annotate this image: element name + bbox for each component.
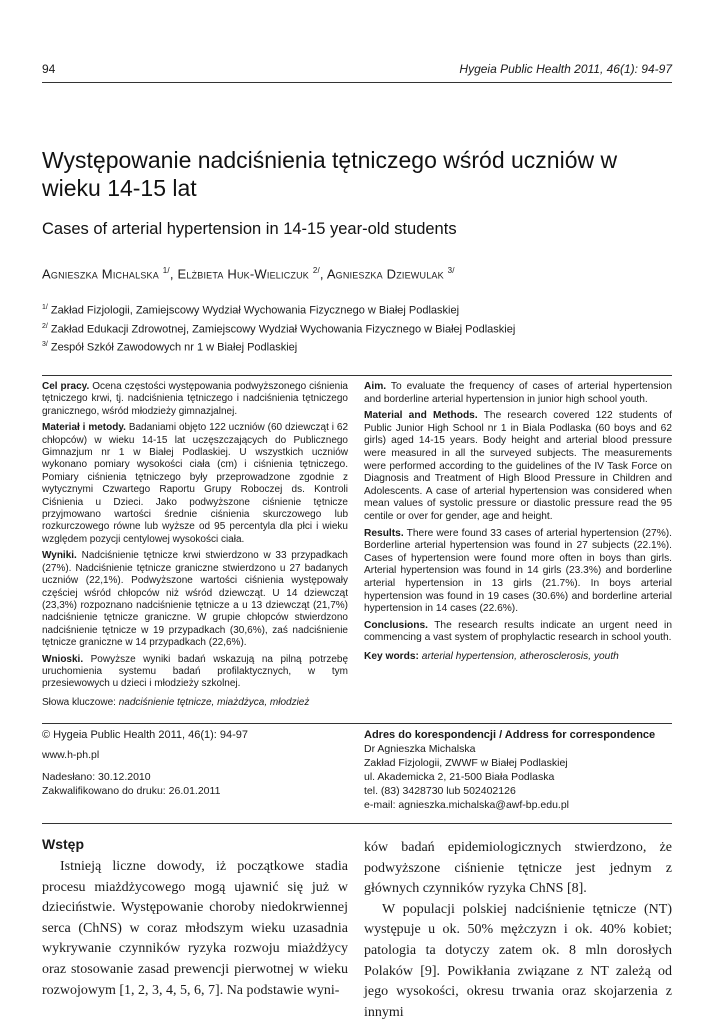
- correspondence-line: Dr Agnieszka Michalska: [364, 743, 476, 755]
- abstract-text: There were found 33 cases of arterial hypertension (27%). Borderline arterial hypertension was found in 27 subjects (22.1%). Cases of hypertension were found more often in boys than girls. Arterial hypertension was found in 14 girls (23.3%) and borderline arterial hypertension in 13 girls (21.7%). In boys arterial hypertension was found in 19 cases (30.6%) and borderline arterial hypertension in 14 cases (22.6%).: [364, 527, 672, 615]
- correspondence-line: tel. (83) 3428730 lub 502402126: [364, 785, 516, 797]
- publication-info: [42, 728, 348, 798]
- abstract-label: Materiał i metody: [42, 422, 124, 434]
- body-paragraph: ków badań epidemiologicznych stwierdzono, że podwyższone ciśnienie tętnicze jest jednym z głównych czynników ryzyka ChNS [8].: [364, 840, 672, 897]
- info-rule-right: [362, 723, 672, 724]
- body-paragraph: Istnieją liczne dowody, iż początkowe stadia procesu miażdżycowego mogą ujawnić się już w dzieciństwie. Występowanie choroby niedokrwiennej serca (ChNS) w coraz młodszym wieku uzasadnia wykrywanie czynników ryzyka rozwoju miażdżycy oraz stosowanie zasad prewencji pierwotnej w wieku rozwojowym [1, 2, 3, 4, 5, 6, 7]. Na podstawie wyni-: [42, 859, 348, 998]
- affiliation-mark: 3/: [42, 341, 48, 349]
- correspondence-line: Zakład Fizjologii, ZWWF w Białej Podlaskiej: [364, 757, 568, 769]
- abstract-text: Powyższe wyniki badań wskazują na pilną potrzebę uruchomienia systemu badań profilaktycznych, w tym przesiewowych u dzieci i młodzieży szkolnej.: [42, 653, 349, 690]
- abstract-label: Wyniki: [42, 550, 75, 562]
- abstract-label: Conclusions: [364, 619, 426, 631]
- abstract-english: [364, 381, 672, 667]
- received-date: Nadesłano: 30.12.2010: [42, 771, 151, 783]
- abstract-text: To evaluate the frequency of cases of arterial hypertension and borderline arterial hypertension in junior high school youth.: [364, 381, 672, 405]
- abstract-paragraph: Results. There were found 33 cases of arterial hypertension (27%). Borderline arterial hypertension was found in 27 subjects (22.1%). Cases of hypertension were found more often in boys than girls. Arterial hypertension was found in 14 girls (23.3%) and borderline arterial hypertension in 13 girls (21.7%). In boys arterial hypertension was found in 19 cases (30.6%) and borderline arterial hypertension in 14 cases (22.6%).: [364, 527, 672, 615]
- author-affiliation-mark: 2/: [312, 266, 320, 275]
- body-paragraph: W populacji polskiej nadciśnienie tętnicze (NT) występuje u ok. 50% mężczyzn i ok. 40% kobiet; patologia ta dotyczy zatem ok. 8 mln dorosłych Polaków [9]. Powikłania związane z NT zależą od jego wysokości, okresu trwania oraz skojarzenia z innymi: [364, 901, 672, 1020]
- keywords-polish: Słowa kluczowe: nadciśnienie tętnicze, miażdżyca, młodzież: [42, 696, 310, 708]
- author-affiliation-mark: 3/: [447, 266, 455, 275]
- abstract-text: The research covered 122 students of Public Junior High School nr 1 in Biala Podlaska (60 boys and 62 girls) aged 14-15 years. Body height and arterial blood pressure were measured in all the surveyed subjects. The measurements were performed according to the guidelines of the IV Task Force on Diagnosis and Treatment of High Blood Pressure in Children and Adolescents. A case of arterial hypertension was considered when mean values of systolic pressure or diastolic pressure read the 95 centile or over for gender, age and height.: [364, 410, 672, 522]
- abstract-paragraph: Material and Methods. The research covered 122 students of Public Junior High School nr 1 in Biala Podlaska (60 boys and 62 girls) aged 14-15 years. Body height and arterial blood pressure were measured in all the surveyed subjects. The measurements were performed according to the guidelines of the IV Task Force on Diagnosis and Treatment of High Blood Pressure in Children and Adolescents. A case of arterial hypertension was considered when mean values of systolic pressure or diastolic pressure read the 95 centile or over for gender, age and height.: [364, 410, 672, 522]
- body-right-column: [364, 838, 672, 1023]
- abstract-label: Aim: [364, 381, 384, 392]
- affiliation-text: Zakład Edukacji Zdrowotnej, Zamiejscowy Wydział Wychowania Fizycznego w Białej Podlaskiej: [50, 323, 516, 336]
- info-bottom-rule-left: [42, 823, 364, 824]
- abstract-text: Nadciśnienie tętnicze krwi stwierdzono w 33 przypadkach (27%). Nadciśnienie tętnicze graniczne stwierdzono u 27 badanych uczniów (22,1%). Podwyższone wartości ciśnienia występowały częściej wśród chłopców niż wśród dziewcząt. U 14 dziewcząt (23,3%) rozpoznano nadciśnienie tętnicze a u 13 dziewcząt (21,7%) nadciśnienie tętnicze graniczne. W grupie chłopców stwierdzono nadciśnienie tętnicze w 19 przypadkach (30,6%), zaś nadciśnienie tętnicze graniczne w 14 przypadkach (22,6%).: [42, 550, 348, 649]
- abstract-paragraph: Materiał i metody. Badaniami objęto 122 uczniów (60 dziewcząt i 62 chłopców) w wieku 14-15 lat uczęszczających do Publicznego Gimnazjum nr 1 w Białej Podlaskiej. U wszystkich uczniów wykonano pomiary wysokości ciała (cm) i ciśnienia tętniczego. Pomiary ciśnienia tętniczego były przeprowadzone zgodnie z wytycznymi Czwartego Raportu Grupy Roboczej ds. Kontroli Ciśnienia u Dzieci. Jako podwyższone ciśnienie tętnicze przyjmowano wartości średnie ciśnienia skurczowego lub rozkurczowego równe lub wyższe od 95 percentyla dla płci i wieku względem pozycji centylowej wysokości ciała.: [42, 422, 349, 545]
- keywords-label: Key words: [364, 650, 416, 662]
- affiliation-mark: 2/: [42, 322, 48, 330]
- affiliation-line: [42, 300, 682, 319]
- correspondence-block: [364, 728, 672, 812]
- affiliation-line: [42, 337, 682, 356]
- abstract-text: The research results indicate an urgent need in commencing a vast system of prophylactic research in school youth.: [364, 619, 672, 644]
- introduction-text-left: [42, 857, 348, 1001]
- info-bottom-rule-right: [362, 823, 672, 824]
- abstract-text: Badaniami objęto 122 uczniów (60 dziewcząt i 62 chłopców) w wieku 14-15 lat uczęszczających do Publicznego Gimnazjum nr 1 w Białej Podlaskiej. U wszystkich uczniów wykonano pomiary wysokości ciała (cm) i ciśnienia tętniczego. Pomiary ciśnienia tętniczego były przeprowadzone zgodnie z wytycznymi Czwartego Raportu Grupy Roboczej ds. Kontroli Ciśnienia u Dzieci. Jako podwyższone ciśnienie tętnicze przyjmowano wartości średnie ciśnienia skurczowego lub rozkurczowego równe lub wyższe od 95 percentyla dla płci i wieku względem pozycji centylowej wysokości ciała.: [42, 422, 349, 545]
- section-heading: Wstęp: [42, 836, 84, 852]
- body-left-column: [42, 836, 348, 1001]
- abstract-paragraph: Cel pracy. Ocena częstości występowania podwyższonego ciśnienia tętniczego krwi, tj. nadciśnienia tętniczego i nadciśnienia tętniczego granicznego, wśród młodzieży gimnazjalnej.: [42, 381, 348, 417]
- keywords-english: Key words: arterial hypertension, atherosclerosis, youth: [364, 650, 619, 662]
- author-name: Agnieszka Michalska: [42, 266, 159, 282]
- abstract-text: Ocena częstości występowania podwyższonego ciśnienia tętniczego krwi, tj. nadciśnienia tętniczego i nadciśnienia tętniczego granicznego, wśród młodzieży gimnazjalnej.: [42, 381, 348, 417]
- affiliation-mark: 1/: [42, 304, 48, 311]
- abstract-label: Wnioski: [42, 653, 81, 665]
- abstract-label: Results: [364, 527, 401, 539]
- abstract-label: Material and Methods: [364, 410, 475, 422]
- author-name: Elżbieta Huk-Wieliczuk: [177, 266, 309, 282]
- affiliation-text: Zakład Fizjologii, Zamiejscowy Wydział Wychowania Fizycznego w Białej Podlaskiej: [50, 304, 460, 317]
- header-rule: [42, 82, 672, 83]
- author-name: Agnieszka Dziewulak: [326, 266, 444, 282]
- affiliation-text: Zespół Szkół Zawodowych nr 1 w Białej Podlaskiej: [50, 341, 298, 354]
- abstract-paragraph: Aim. To evaluate the frequency of cases of arterial hypertension and borderline arterial hypertension in junior high school youth.: [364, 381, 672, 405]
- journal-url[interactable]: www.h-ph.pl: [42, 749, 100, 761]
- author-list: Agnieszka Michalska $^{1/}$, Elżbieta Huk-Wieliczuk $^{2/}$, Agnieszka Dziewulak $^{3/}$: [42, 266, 455, 282]
- correspondence-line: ul. Akademicka 2, 21-500 Biała Podlaska: [364, 771, 555, 783]
- correspondence-email[interactable]: e-mail: agnieszka.michalska@awf-bp.edu.pl: [364, 799, 570, 811]
- accepted-date: Zakwalifikowano do druku: 26.01.2011: [42, 785, 221, 797]
- abstract-paragraph: Wnioski. Powyższe wyniki badań wskazują na pilną potrzebę uruchomienia systemu badań profilaktycznych, w tym przesiewowych u dzieci i młodzieży szkolnej.: [42, 653, 349, 690]
- journal-reference: Hygeia Public Health 2011, 46(1): 94-97: [459, 62, 672, 76]
- abstract-label: Cel pracy: [42, 381, 87, 392]
- copyright-line: © Hygeia Public Health 2011, 46(1): 94-97: [42, 729, 249, 741]
- article-title-english: Cases of arterial hypertension in 14-15 year-old students: [42, 220, 457, 238]
- abstract-paragraph: Conclusions. The research results indicate an urgent need in commencing a vast system of prophylactic research in school youth.: [364, 619, 672, 644]
- page-number: 94: [42, 62, 56, 76]
- article-title-polish: Występowanie nadciśnienia tętniczego wśród uczniów w wieku 14-15 lat: [42, 147, 618, 201]
- abstract-polish: [42, 381, 348, 713]
- correspondence-title: Adres do korespondencji / Address for correspondence: [364, 729, 656, 741]
- abstract-rule-right: [362, 375, 672, 376]
- abstract-rule-left: [42, 375, 364, 376]
- keywords-label: Słowa kluczowe: [42, 696, 114, 708]
- abstract-paragraph: Wyniki. Nadciśnienie tętnicze krwi stwierdzono w 33 przypadkach (27%). Nadciśnienie tętnicze graniczne stwierdzono u 27 badanych uczniów (22,1%). Podwyższone wartości ciśnienia występowały częściej wśród chłopców niż wśród dziewcząt. U 14 dziewcząt (23,3%) rozpoznano nadciśnienie tętnicze a u 13 dziewcząt (21,7%) nadciśnienie tętnicze graniczne. W grupie chłopców stwierdzono nadciśnienie tętnicze w 19 przypadkach (30,6%), zaś nadciśnienie tętnicze graniczne w 14 przypadkach (22,6%).: [42, 550, 348, 649]
- affiliation-list: [42, 300, 682, 356]
- keywords-value: arterial hypertension, atherosclerosis, youth: [421, 650, 619, 662]
- affiliation-line: [42, 319, 682, 338]
- keywords-value: nadciśnienie tętnicze, miażdżyca, młodzież: [118, 696, 310, 708]
- info-rule-left: [42, 723, 364, 724]
- author-affiliation-mark: 1/: [162, 266, 170, 275]
